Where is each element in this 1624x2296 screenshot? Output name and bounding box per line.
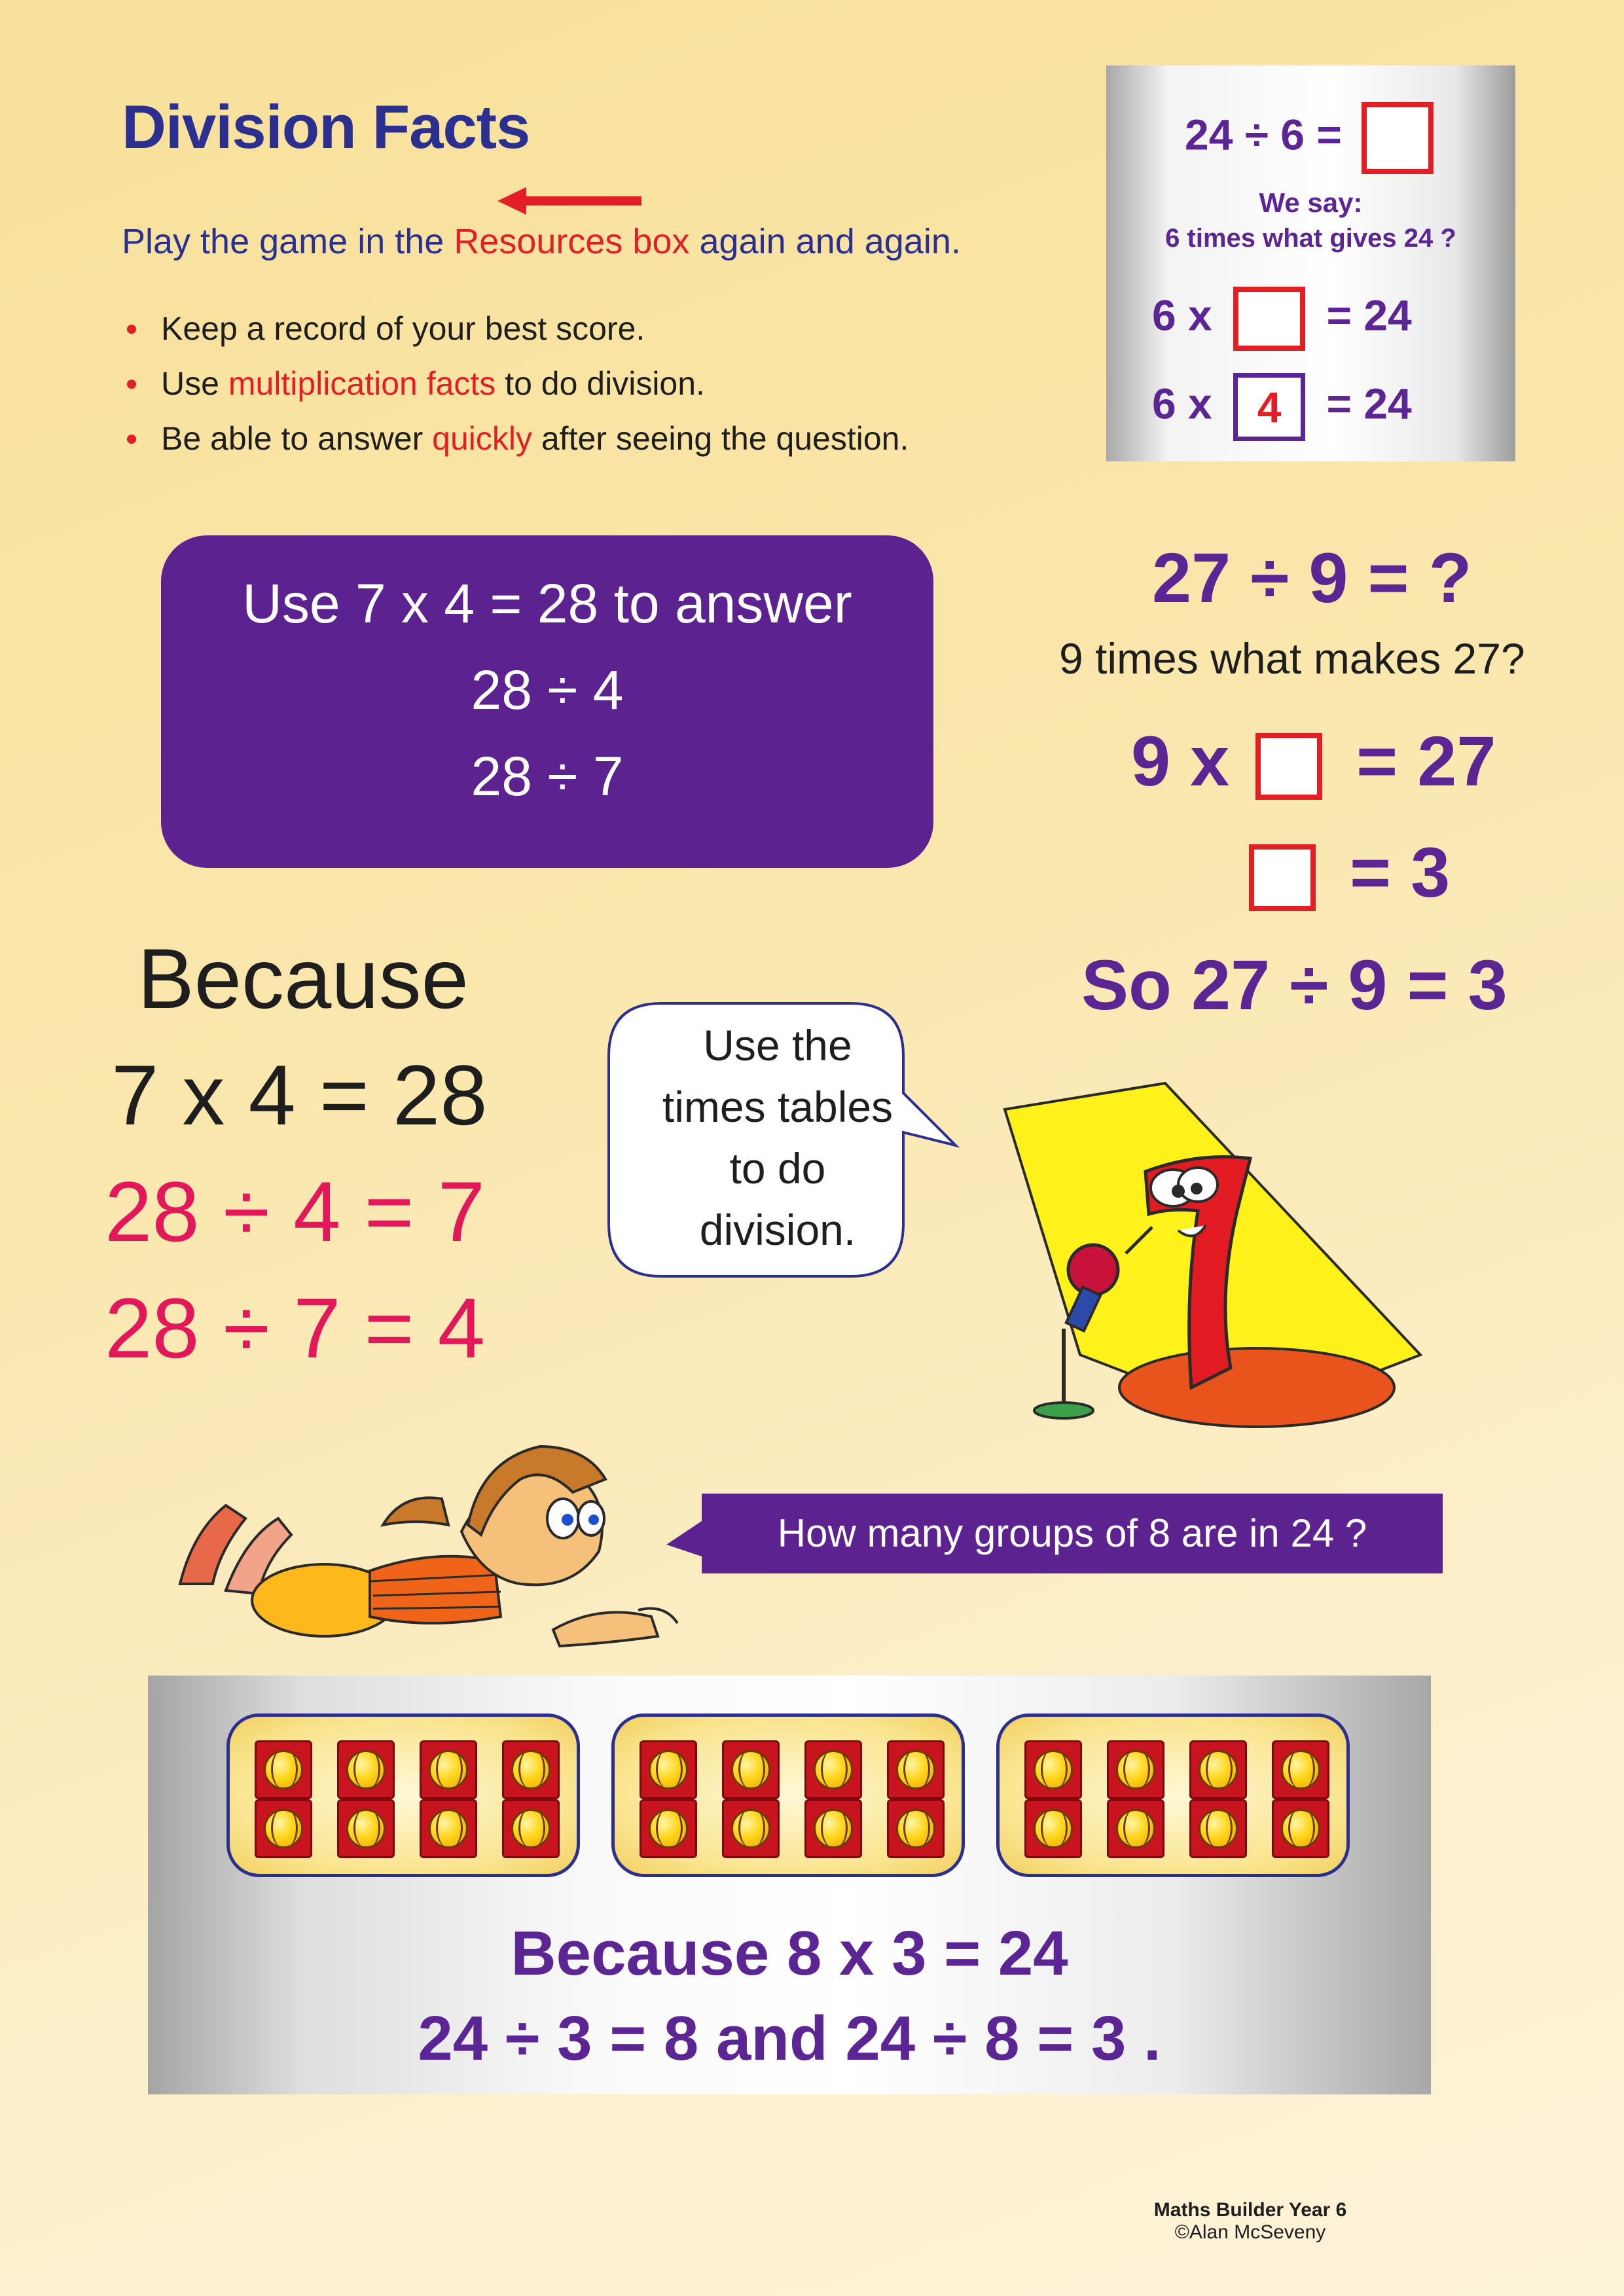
bullet-dot [127,435,136,444]
bubble-line: Use the [703,1021,852,1069]
tennis-ball-tile [1272,1799,1329,1858]
number-seven-character-illustration [1001,1080,1473,1440]
nine-row-1 [1131,720,1496,802]
tennis-ball-icon [896,1809,935,1848]
tip-text: after seeing the question. [532,420,909,457]
hint-line-1: Use 7 x 4 = 28 to answer [242,573,852,634]
tennis-ball-icon [1116,1750,1155,1789]
groups-panel [148,1676,1431,2094]
tennis-ball-tile [1024,1740,1082,1799]
tennis-ball-group [226,1713,580,1877]
tennis-ball-tile [502,1799,560,1858]
row-left: 6 x [1152,379,1212,428]
tennis-ball-tile [887,1740,945,1799]
filled-answer-box: 4 [1233,373,1305,441]
tip-highlight: quickly [432,420,532,457]
nine-question: 27 ÷ 9 = ? [1152,538,1472,617]
nine-prompt: 9 times what makes 27? [1059,634,1525,683]
tennis-ball-icon [429,1809,468,1848]
tennis-ball-tile [804,1799,862,1858]
left-arrow-icon [497,185,641,217]
row-right: = 3 [1350,833,1451,912]
tennis-ball-icon [429,1750,468,1789]
example-row-1 [1152,287,1412,351]
groups-division-line: 24 ÷ 3 = 8 and 24 ÷ 8 = 3 . [418,2003,1161,2073]
row-left: 9 x [1131,721,1230,800]
because-fact: 7 x 4 = 28 [111,1047,488,1143]
hint-line-3: 28 ÷ 7 [471,745,624,807]
tennis-ball-icon [264,1809,303,1848]
intro-after: again and again. [689,222,961,261]
answer-box [1362,102,1434,174]
girl-lying-illustration [154,1420,717,1656]
tennis-ball-tile [1107,1799,1164,1858]
nine-conclusion: So 27 ÷ 9 = 3 [1081,945,1507,1024]
example-equation [1185,102,1434,174]
example-row-2 [1152,373,1412,441]
multiplication-hint-box [161,535,933,868]
groups-question-callout: How many groups of 8 are in 24 ? [702,1494,1443,1573]
list-item [122,301,909,356]
tennis-ball-tile [1107,1740,1164,1799]
answer-box [1255,733,1322,800]
tennis-ball-icon [511,1750,550,1789]
nine-row-2 [1249,831,1450,913]
resources-box-reference: Resources box [454,222,690,261]
list-item [122,411,909,466]
tennis-ball-group [611,1713,965,1877]
tennis-ball-icon [346,1750,386,1789]
row-left: 6 x [1152,291,1212,340]
tennis-ball-icon [731,1809,770,1848]
groups-because-line: Because 8 x 3 = 24 [511,1918,1068,1988]
tennis-ball-icon [649,1809,688,1848]
because-division-1: 28 ÷ 4 = 7 [105,1164,485,1259]
hint-line-2: 28 ÷ 4 [471,659,624,721]
tennis-ball-icon [1281,1750,1320,1789]
tennis-ball-icon [1116,1809,1155,1848]
tennis-ball-tile [255,1799,312,1858]
we-say-label: We say: [1259,187,1363,218]
tennis-ball-icon [649,1750,688,1789]
example-panel [1106,65,1515,461]
tip-text: Use [161,365,228,402]
tip-text: Be able to answer [161,420,433,457]
tennis-ball-tile [337,1740,395,1799]
tennis-ball-icon [346,1809,386,1848]
tennis-ball-icon [264,1750,303,1789]
bullet-dot [127,325,136,334]
callout-pointer [666,1518,706,1558]
list-item [122,356,909,411]
we-say-question: 6 times what gives 24 ? [1165,224,1456,253]
page-title: Division Facts [122,92,530,161]
row-right: = 24 [1326,291,1412,340]
bubble-line: to do [729,1144,826,1193]
tennis-ball-tile [1189,1799,1247,1858]
answer-box [1233,287,1305,351]
bubble-line: times tables [662,1083,893,1131]
tennis-ball-tile [1024,1799,1082,1858]
tennis-ball-tile [722,1740,780,1799]
tennis-ball-icon [731,1750,770,1789]
tennis-ball-icon [814,1750,853,1789]
tennis-ball-tile [420,1799,477,1858]
tip-text: to do division. [496,365,705,402]
tennis-ball-tile [255,1740,312,1799]
book-title: Maths Builder Year 6 [1153,2199,1347,2221]
tennis-ball-icon [511,1809,550,1848]
because-division-2: 28 ÷ 7 = 4 [105,1280,485,1376]
footer [1113,2199,1388,2244]
row-right: = 27 [1356,721,1496,800]
tennis-ball-icon [1034,1750,1073,1789]
bullet-dot [127,380,136,389]
tennis-ball-tile [887,1799,945,1858]
tennis-ball-tile [1189,1740,1247,1799]
tennis-ball-tile [640,1799,697,1858]
equation-left: 24 ÷ 6 = [1185,110,1342,159]
speech-bubble-text [607,1014,948,1261]
tennis-ball-icon [896,1750,935,1789]
tennis-ball-tile [337,1799,395,1858]
tip-text: Keep a record of your best score. [161,310,645,347]
tennis-ball-tile [1272,1740,1329,1799]
tennis-ball-tile [640,1740,697,1799]
tennis-ball-icon [1199,1750,1238,1789]
tennis-ball-icon [1281,1809,1320,1848]
bubble-line: division. [699,1206,856,1254]
tennis-ball-tile [502,1740,560,1799]
tennis-ball-tile [722,1799,780,1858]
row-right: = 24 [1326,379,1412,428]
tennis-ball-icon [1034,1809,1073,1848]
tennis-ball-tile [420,1740,477,1799]
tennis-ball-icon [1199,1809,1238,1848]
intro-text [122,221,961,262]
answer-box [1249,844,1316,911]
tip-highlight: multiplication facts [228,365,496,402]
tennis-ball-icon [814,1809,853,1848]
tennis-ball-group [996,1713,1350,1877]
copyright: ©Alan McSeveny [1174,2221,1326,2243]
tennis-ball-tile [804,1740,862,1799]
because-heading: Because [137,931,469,1026]
tips-list [122,301,909,466]
intro-before: Play the game in the [122,222,454,261]
